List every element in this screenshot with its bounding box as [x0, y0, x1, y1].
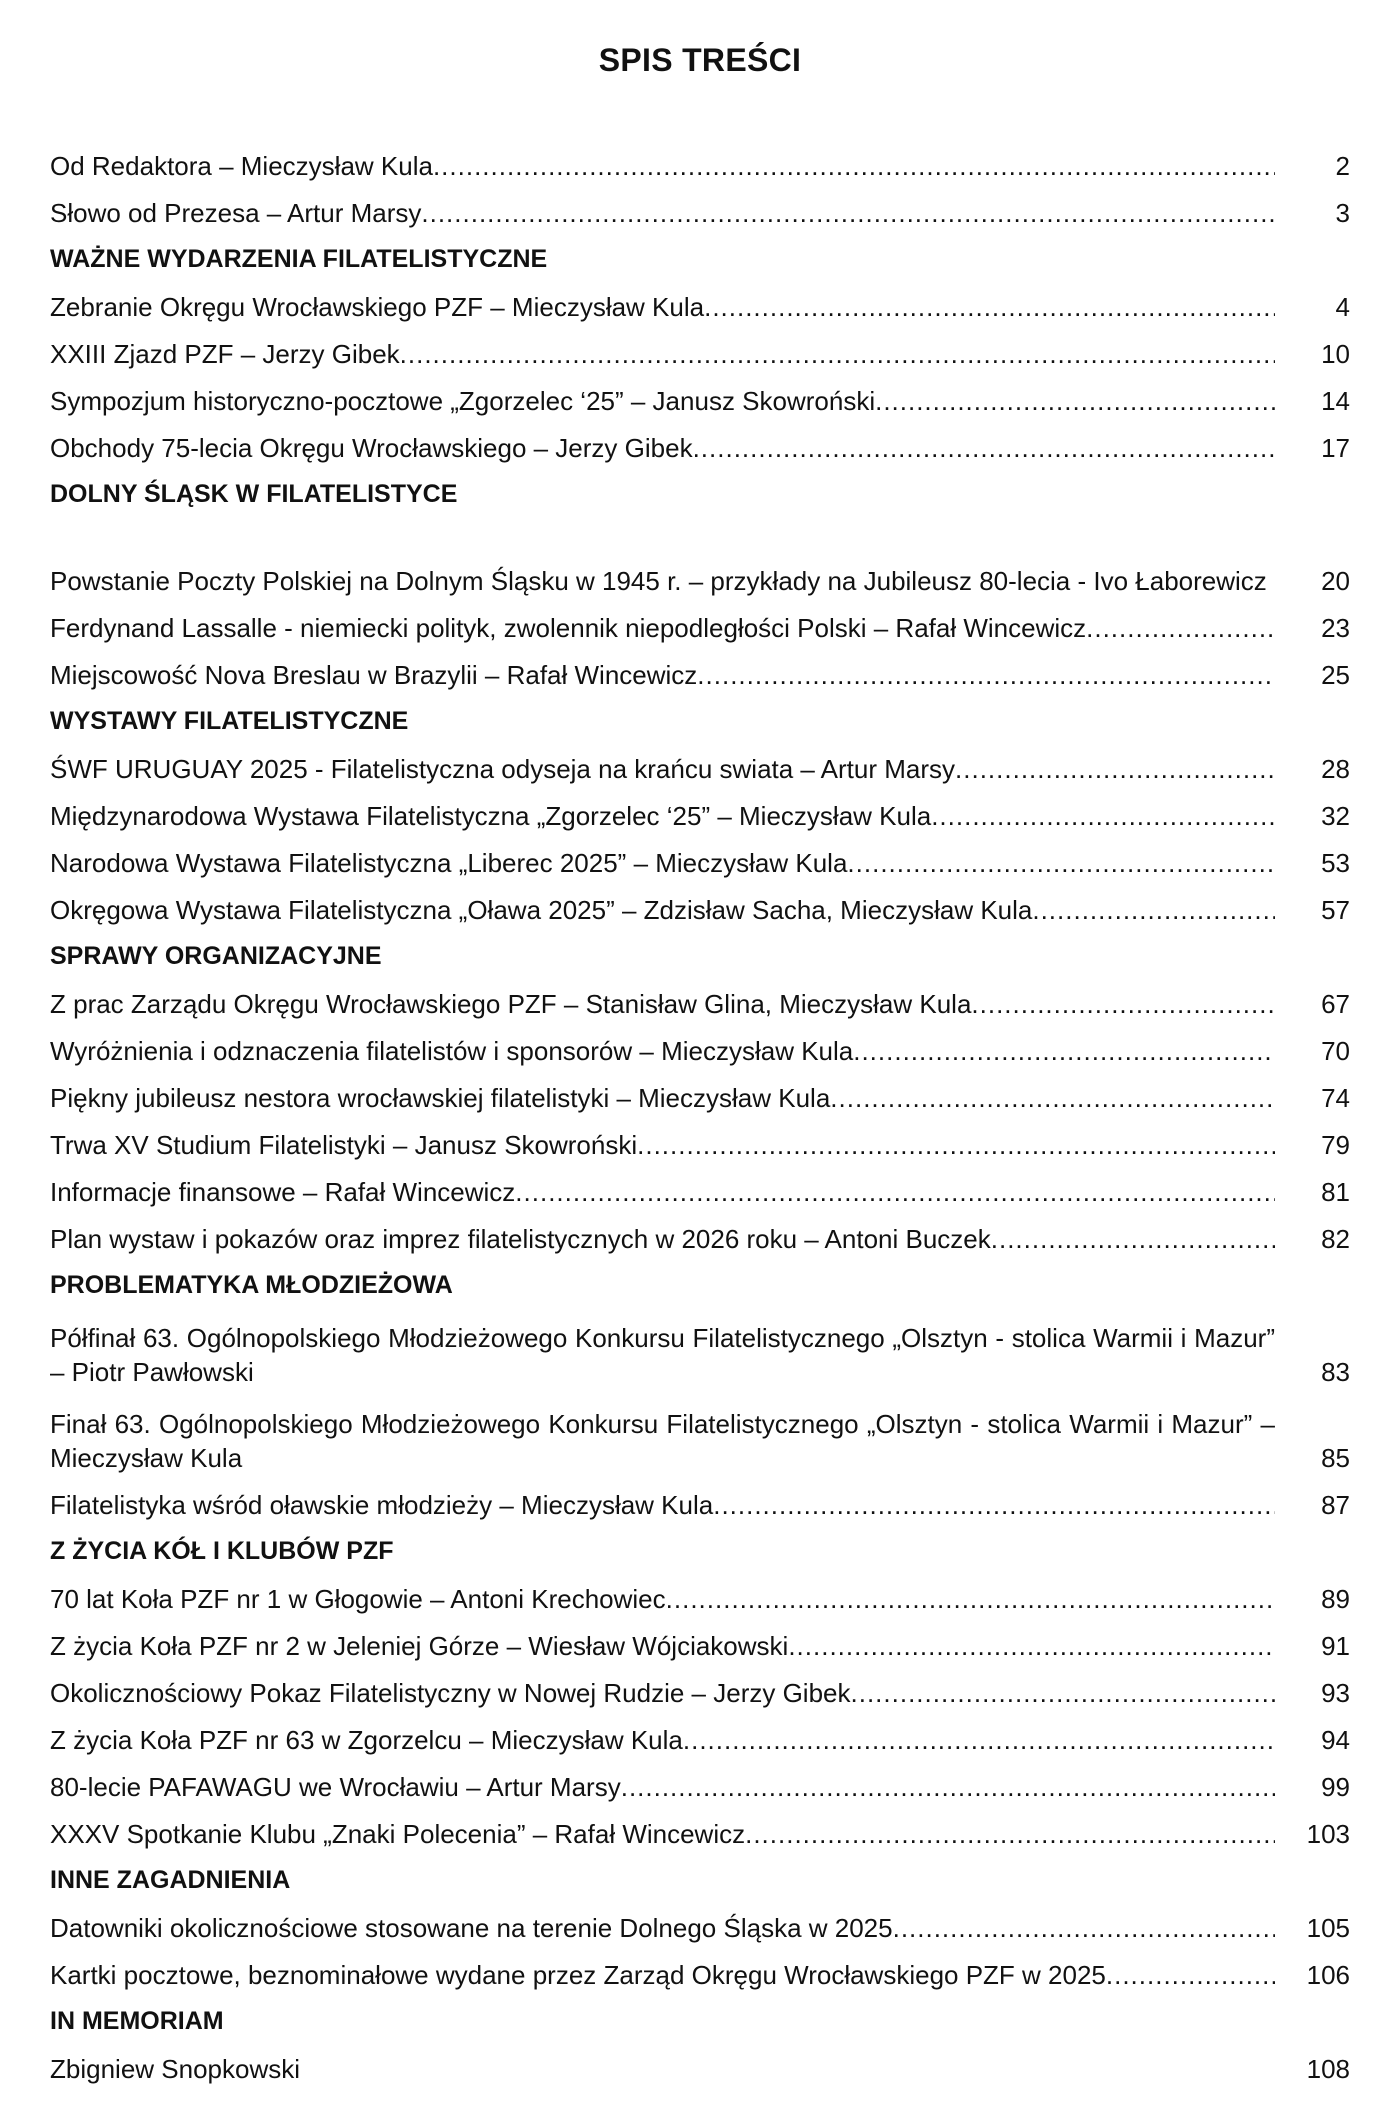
toc-entry[interactable]	[50, 1904, 1350, 1951]
dot-leader	[851, 1676, 1276, 1710]
toc-entry[interactable]	[50, 518, 1350, 604]
toc-entry[interactable]	[50, 1395, 1350, 1481]
section-heading: WYSTAWY FILATELISTYCZNE	[50, 707, 409, 735]
toc-entry[interactable]	[50, 424, 1350, 471]
toc-entry-title: ŚWF URUGUAY 2025 - Filatelistyczna odyseja na krańcu swiata – Artur Marsy	[50, 754, 956, 784]
toc-entry-page-number: 93	[1321, 1678, 1350, 1708]
dot-leader	[955, 752, 1275, 786]
toc-entry-title: Ferdynand Lassalle - niemiecki polityk, zwolennik niepodległości Polski – Rafał Wincewicz	[50, 613, 1087, 643]
toc-entry-title-area	[50, 1723, 1275, 1757]
toc-entry-title-area	[50, 799, 1275, 833]
toc-entry[interactable]	[50, 980, 1350, 1027]
dot-leader	[713, 1488, 1275, 1522]
toc-entry-page-number: 67	[1321, 989, 1350, 1019]
toc-entry-title-area	[50, 196, 1275, 230]
toc-entry-title: Słowo od Prezesa – Artur Marsy	[50, 198, 422, 228]
toc-entry-title-area	[50, 1321, 1275, 1389]
toc-entry-title: Filatelistyka wśród oławskie młodzieży – Mieczysław Kula	[50, 1490, 714, 1520]
dot-leader	[830, 1081, 1275, 1115]
toc-entry[interactable]	[50, 1810, 1350, 1857]
toc-entry[interactable]	[50, 1575, 1350, 1622]
toc-entry-title: Plan wystaw i pokazów oraz imprez filatelistycznych w 2026 roku – Antoni Buczek	[50, 1224, 991, 1254]
dot-leader	[847, 846, 1275, 880]
toc-entry-title-area	[50, 564, 1275, 598]
toc-entry[interactable]	[50, 604, 1350, 651]
toc-entry-title: Miejscowość Nova Breslau w Brazylii – Rafał Wincewicz	[50, 660, 698, 690]
dot-leader	[433, 149, 1275, 183]
toc-entry-title-area	[50, 1175, 1275, 1209]
dot-leader	[637, 1128, 1275, 1162]
toc-entry-page-number: 14	[1321, 386, 1350, 416]
dot-leader	[421, 196, 1275, 230]
page-title: SPIS TREŚCI	[598, 42, 802, 78]
dot-leader	[515, 1175, 1275, 1209]
toc-entry[interactable]	[50, 1716, 1350, 1763]
toc-entry-title-area	[50, 1034, 1275, 1068]
toc-entry-title-area	[50, 431, 1275, 465]
toc-entry-title: Zebranie Okręgu Wrocławskiego PZF – Mieczysław Kula	[50, 292, 705, 322]
toc-entry-page-number: 81	[1321, 1177, 1350, 1207]
toc-entry-page-number: 57	[1321, 895, 1350, 925]
dot-leader	[931, 799, 1275, 833]
toc-entry-page-number: 20	[1321, 566, 1350, 596]
dot-leader	[893, 1911, 1275, 1945]
dot-leader	[971, 987, 1275, 1021]
section-heading: Z ŻYCIA KÓŁ I KLUBÓW PZF	[50, 1537, 394, 1565]
toc-entry[interactable]	[50, 1763, 1350, 1810]
toc-entry-page-number: 94	[1321, 1725, 1350, 1755]
dot-leader	[1032, 893, 1275, 927]
toc-entry-title: Datowniki okolicznościowe stosowane na terenie Dolnego Śląska w 2025	[50, 1913, 893, 1943]
dot-leader	[683, 1723, 1275, 1757]
toc-entry-page-number: 74	[1321, 1083, 1350, 1113]
toc-entry-title: Z życia Koła PZF nr 63 w Zgorzelcu – Mieczysław Kula	[50, 1725, 683, 1755]
toc-entry-title: Piękny jubileusz nestora wrocławskiej filatelistyki – Mieczysław Kula	[50, 1083, 831, 1113]
toc-entry-page-number: 82	[1321, 1224, 1350, 1254]
dot-leader	[1106, 1958, 1275, 1992]
toc-entry-title-area	[50, 1222, 1275, 1256]
toc-entry-page-number: 85	[1321, 1443, 1350, 1473]
toc-entry-title-area	[50, 1770, 1275, 1804]
toc-entry-title-area	[50, 1582, 1275, 1616]
toc-entry-page-number: 53	[1321, 848, 1350, 878]
dot-leader	[1086, 611, 1275, 645]
dot-leader	[666, 1582, 1275, 1616]
toc-entry-title-area	[50, 752, 1275, 786]
toc-entry[interactable]	[50, 651, 1350, 698]
section-heading: PROBLEMATYKA MŁODZIEŻOWA	[50, 1271, 453, 1299]
toc-entry-title-area	[50, 1958, 1275, 1992]
toc-entry[interactable]	[50, 886, 1350, 933]
toc-entry-title: Międzynarodowa Wystawa Filatelistyczna „Zgorzelec ‘25” – Mieczysław Kula	[50, 801, 932, 831]
toc-entry-title-area	[50, 1488, 1275, 1522]
toc-entry-title-area	[50, 611, 1275, 645]
toc-entry-page-number: 87	[1321, 1490, 1350, 1520]
toc-entry-title-area	[50, 2052, 1275, 2086]
section-heading: WAŻNE WYDARZENIA FILATELISTYCZNE	[50, 245, 548, 273]
toc-entry[interactable]	[50, 2045, 1350, 2092]
toc-entry-title: XXIII Zjazd PZF – Jerzy Gibek	[50, 339, 400, 369]
toc-entry-title: Narodowa Wystawa Filatelistyczna „Liberec 2025” – Mieczysław Kula	[50, 848, 848, 878]
toc-entry-title: Obchody 75-lecia Okręgu Wrocławskiego – Jerzy Gibek	[50, 433, 693, 463]
toc-entry[interactable]	[50, 792, 1350, 839]
toc-entry[interactable]	[50, 1309, 1350, 1395]
dot-leader	[697, 658, 1275, 692]
toc-entry-title: Trwa XV Studium Filatelistyki – Janusz Skowroński	[50, 1130, 638, 1160]
table-of-contents	[50, 142, 1350, 2092]
toc-entry-page-number: 103	[1306, 1819, 1350, 1849]
toc-entry-title-area	[50, 1407, 1275, 1475]
toc-entry-title: 70 lat Koła PZF nr 1 w Głogowie – Antoni Krechowiec	[50, 1584, 666, 1614]
toc-entry-title: Zbigniew Snopkowski	[50, 2054, 301, 2084]
toc-entry[interactable]	[50, 1215, 1350, 1262]
toc-entry[interactable]	[50, 1168, 1350, 1215]
toc-entry[interactable]	[50, 377, 1350, 424]
toc-entry-title: Półfinał 63. Ogólnopolskiego Młodzieżowego Konkursu Filatelistycznego „Olsztyn - stolica Warmii i Mazur” – Piotr Pawłowski	[50, 1323, 1275, 1387]
toc-entry-page-number: 17	[1321, 433, 1350, 463]
toc-entry-title-area	[50, 1911, 1275, 1945]
dot-leader	[788, 1629, 1275, 1663]
toc-entry-title: Z prac Zarządu Okręgu Wrocławskiego PZF – Stanisław Glina, Mieczysław Kula	[50, 989, 972, 1019]
toc-entry-title-area	[50, 893, 1275, 927]
toc-entry-title: 80-lecie PAFAWAGU we Wrocławiu – Artur Marsy	[50, 1772, 621, 1802]
toc-entry[interactable]	[50, 839, 1350, 886]
toc-entry-title: Sympozjum historyczno-pocztowe „Zgorzelec ‘25” – Janusz Skowroński	[50, 386, 876, 416]
toc-entry-title: Informacje finansowe – Rafał Wincewicz	[50, 1177, 516, 1207]
dot-leader	[853, 1034, 1275, 1068]
toc-entry[interactable]	[50, 283, 1350, 330]
toc-entry[interactable]	[50, 1669, 1350, 1716]
toc-entry-title: Finał 63. Ogólnopolskiego Młodzieżowego Konkursu Filatelistycznego „Olsztyn - stolica Warmii i Mazur” – Mieczysław Kula	[50, 1409, 1275, 1473]
dot-leader	[745, 1817, 1275, 1851]
toc-entry-page-number: 25	[1321, 660, 1350, 690]
toc-entry-title-area	[50, 987, 1275, 1021]
toc-entry-title-area	[50, 337, 1275, 371]
toc-entry-page-number: 23	[1321, 613, 1350, 643]
toc-entry-title-area	[50, 1128, 1275, 1162]
toc-entry-title: Okolicznościowy Pokaz Filatelistyczny w Nowej Rudzie – Jerzy Gibek	[50, 1678, 851, 1708]
toc-entry-title-area	[50, 384, 1275, 418]
dot-leader	[991, 1222, 1275, 1256]
toc-entry-title: Kartki pocztowe, beznominałowe wydane przez Zarząd Okręgu Wrocławskiego PZF w 2025	[50, 1960, 1106, 1990]
toc-entry[interactable]	[50, 1951, 1350, 1998]
toc-entry-page-number: 79	[1321, 1130, 1350, 1160]
toc-entry[interactable]	[50, 142, 1350, 189]
section-heading: SPRAWY ORGANIZACYJNE	[50, 942, 382, 970]
toc-entry-title-area	[50, 846, 1275, 880]
toc-entry-page-number: 106	[1306, 1960, 1350, 1990]
toc-entry-title-area	[50, 658, 1275, 692]
toc-entry-page-number: 2	[1335, 151, 1350, 181]
dot-leader	[400, 337, 1275, 371]
toc-entry-title: Powstanie Poczty Polskiej na Dolnym Śląsku w 1945 r. – przykłady na Jubileusz 80-lecia - Ivo Łaborewicz	[50, 566, 1267, 596]
toc-entry-title: Okręgowa Wystawa Filatelistyczna „Oława 2025” – Zdzisław Sacha, Mieczysław Kula	[50, 895, 1033, 925]
toc-entry-page-number: 89	[1321, 1584, 1350, 1614]
toc-entry-title-area	[50, 1817, 1275, 1851]
toc-entry-page-number: 70	[1321, 1036, 1350, 1066]
toc-entry[interactable]	[50, 745, 1350, 792]
dot-leader	[875, 384, 1275, 418]
toc-entry-page-number: 4	[1335, 292, 1350, 322]
toc-entry-page-number: 28	[1321, 754, 1350, 784]
section-heading: INNE ZAGADNIENIA	[50, 1866, 291, 1894]
toc-entry[interactable]	[50, 189, 1350, 236]
toc-entry-title: Z życia Koła PZF nr 2 w Jeleniej Górze – Wiesław Wójciakowski	[50, 1631, 789, 1661]
toc-entry-title-area	[50, 290, 1275, 324]
dot-leader	[693, 431, 1275, 465]
toc-entry[interactable]	[50, 1121, 1350, 1168]
toc-entry-page-number: 108	[1306, 2054, 1350, 2084]
section-heading: DOLNY ŚLĄSK W FILATELISTYCE	[50, 480, 458, 508]
toc-entry-page-number: 3	[1335, 198, 1350, 228]
toc-entry-title-area	[50, 149, 1275, 183]
toc-entry[interactable]	[50, 1074, 1350, 1121]
toc-entry-page-number: 105	[1306, 1913, 1350, 1943]
toc-entry-page-number: 32	[1321, 801, 1350, 831]
toc-entry[interactable]	[50, 330, 1350, 377]
toc-entry-title-area	[50, 1629, 1275, 1663]
toc-entry-title: Wyróżnienia i odznaczenia filatelistów i sponsorów – Mieczysław Kula	[50, 1036, 854, 1066]
toc-entry-page-number: 83	[1321, 1357, 1350, 1387]
toc-entry-page-number: 91	[1321, 1631, 1350, 1661]
toc-entry-title-area	[50, 1081, 1275, 1115]
toc-entry[interactable]	[50, 1481, 1350, 1528]
toc-entry[interactable]	[50, 1027, 1350, 1074]
toc-entry-title: XXXV Spotkanie Klubu „Znaki Polecenia” – Rafał Wincewicz	[50, 1819, 746, 1849]
toc-entry-page-number: 99	[1321, 1772, 1350, 1802]
dot-leader	[704, 290, 1275, 324]
dot-leader	[621, 1770, 1275, 1804]
toc-entry-title: Od Redaktora – Mieczysław Kula	[50, 151, 433, 181]
toc-entry-title-area	[50, 1676, 1275, 1710]
toc-entry[interactable]	[50, 1622, 1350, 1669]
toc-entry-page-number: 10	[1321, 339, 1350, 369]
section-heading: IN MEMORIAM	[50, 2007, 224, 2035]
